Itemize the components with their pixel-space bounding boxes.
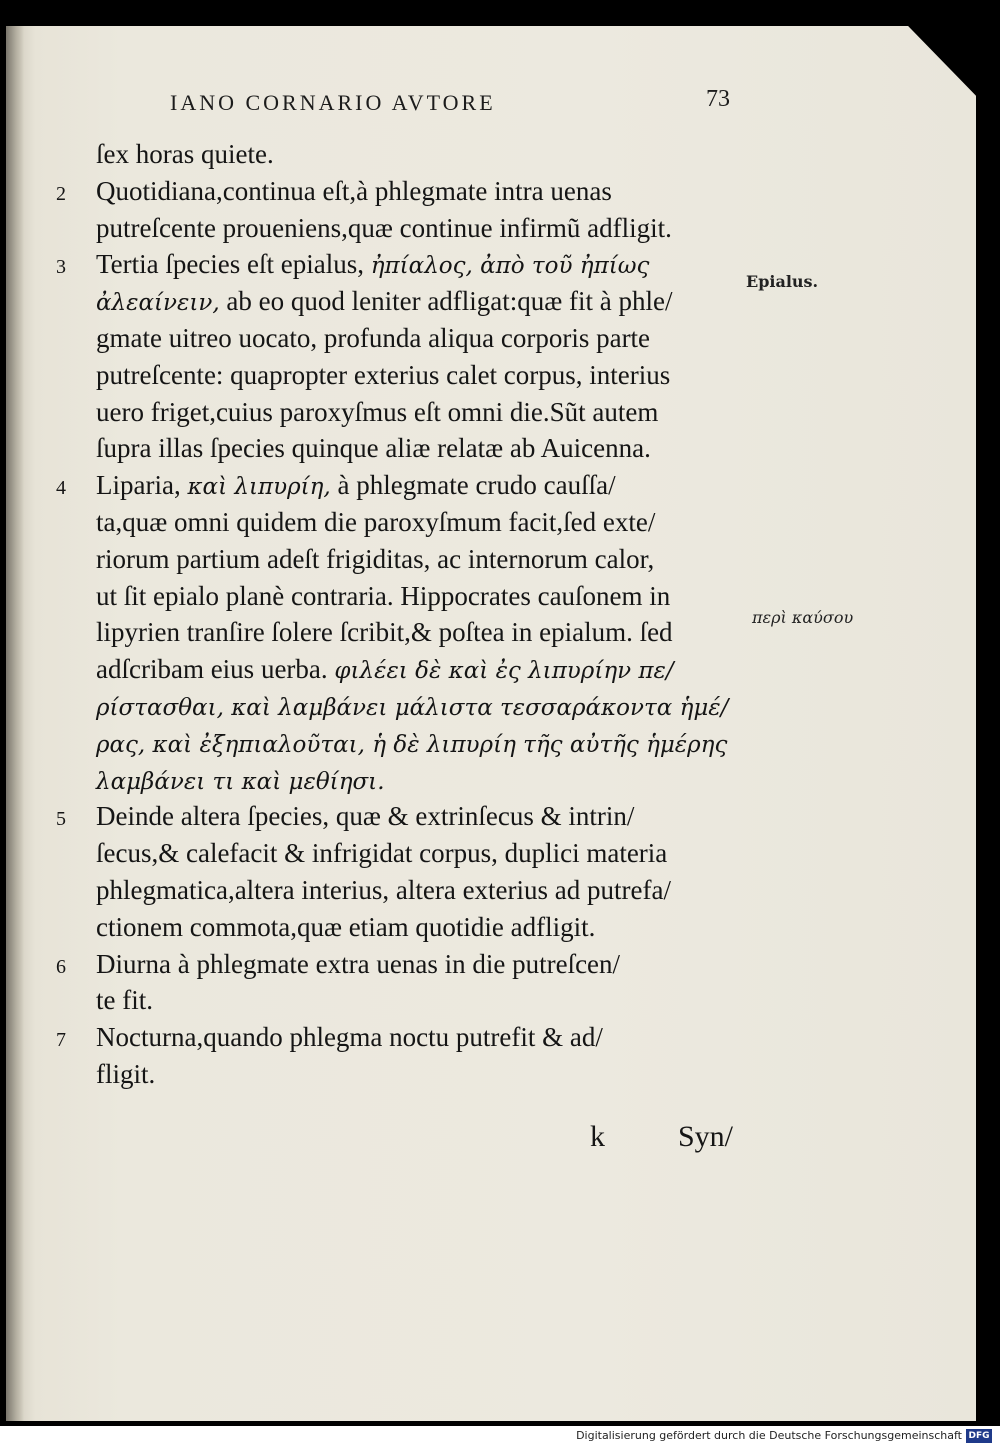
text-line: [56, 541, 746, 578]
text-line: [56, 283, 746, 320]
text-line: [56, 798, 746, 835]
paragraph-number: 6: [56, 955, 66, 978]
text-line: [56, 357, 746, 394]
gutter-shadow: [6, 26, 24, 1421]
dfg-logo-icon: DFG: [966, 1429, 992, 1443]
latin-text: Liparia,: [96, 470, 188, 501]
latin-text: fligit.: [96, 1058, 156, 1089]
body-text: [56, 136, 746, 1093]
greek-text: καὶ λιπυρίη,: [187, 474, 331, 501]
marginal-note-epialus: Epialus.: [746, 272, 819, 291]
latin-text: adſcribam eius uerba.: [96, 654, 335, 685]
latin-text: ut ſit epialo planè contraria. Hippocrates cauſonem in: [96, 580, 671, 611]
latin-text: ctionem commota,quæ etiam quotidie adfligit.: [96, 911, 596, 942]
catchword: Syn/: [678, 1120, 734, 1153]
marginal-note-greek: περὶ καύσου: [752, 608, 854, 627]
text-line: [56, 394, 746, 431]
greek-text: φιλέει δὲ καὶ ἐς λιπυρίην πε/: [334, 658, 674, 685]
text-line: [56, 872, 746, 909]
text-line: [56, 504, 746, 541]
latin-text: lipyrien tranſire ſolere ſcribit,& poſtea in epialum. ſed: [96, 617, 673, 648]
latin-text: phlegmatica,altera interius, altera exterius ad putrefa/: [96, 874, 671, 905]
text-line: [56, 725, 746, 762]
greek-text: ἀλεαίνειν,: [96, 290, 220, 317]
latin-text: te fit.: [96, 985, 153, 1016]
paragraph-number: 3: [56, 256, 66, 279]
latin-text: Nocturna,quando phlegma noctu putrefit & ad/: [96, 1022, 603, 1053]
paragraph-number: 5: [56, 808, 66, 831]
text-line: [56, 946, 746, 983]
text-line: [56, 467, 746, 504]
text-line: [56, 835, 746, 872]
footer-bar: [0, 1426, 1000, 1448]
paragraph-number: 7: [56, 1029, 66, 1052]
text-line: [56, 246, 746, 283]
text-line: [56, 909, 746, 946]
latin-text: Quotidiana,continua eſt,à phlegmate intra uenas: [96, 175, 612, 206]
text-line: [56, 578, 746, 615]
greek-text: ἠπίαλος, ἀπὸ τοῦ ἠπίως: [370, 253, 650, 280]
text-line: [56, 320, 746, 357]
latin-text: ſecus,& calefacit & infrigidat corpus, duplici materia: [96, 838, 668, 869]
latin-text: gmate uitreo uocato, profunda aliqua corporis parte: [96, 322, 651, 353]
text-line: [56, 1019, 746, 1056]
text-line: [56, 982, 746, 1019]
latin-text: Diurna à phlegmate extra uenas in die putreſcen/: [96, 948, 621, 979]
text-line: [56, 614, 746, 651]
text-line: [56, 430, 746, 467]
latin-text: ab eo quod leniter adfligat:quæ fit à phle/: [219, 286, 673, 317]
latin-text: ſex horas quiete.: [96, 139, 274, 169]
latin-text: ſupra illas ſpecies quinque aliæ relatæ ab Auicenna.: [96, 433, 651, 464]
latin-text: putreſcente proueniens,quæ continue infirmũ adfligit.: [96, 212, 672, 243]
latin-text: Deinde altera ſpecies, quæ & extrinſecus & intrin/: [96, 801, 635, 832]
latin-text: putreſcente: quapropter exterius calet corpus, interius: [96, 359, 671, 390]
text-line: [56, 1056, 746, 1093]
latin-text: ta,quæ omni quidem die paroxyſmum facit,ſed exte/: [96, 506, 656, 537]
text-line: [56, 210, 746, 247]
signature-mark: k: [590, 1120, 605, 1153]
page-number: 73: [706, 86, 730, 112]
latin-text: à phlegmate crudo cauſſa/: [330, 470, 616, 501]
footer-credit: Digitalisierung gefördert durch die Deutsche Forschungsgemeinschaft: [576, 1429, 962, 1442]
running-head: IANO CORNARIO AVTORE: [170, 90, 496, 115]
paragraph-number: 4: [56, 477, 66, 500]
latin-text: Tertia ſpecies eſt epialus,: [96, 249, 371, 280]
text-line: [56, 762, 746, 799]
text-line: [56, 136, 746, 173]
latin-text: uero friget,cuius paroxyſmus eſt omni die.Sũt autem: [96, 396, 659, 427]
greek-text: ρας, καὶ ἐξηπιαλοῦται, ἡ δὲ λιπυρίη τῆς αὐτῆς ἡμέρης: [96, 731, 728, 758]
greek-text: λαμβάνει τι καὶ μεθίησι.: [96, 768, 385, 795]
latin-text: riorum partium adeſt frigiditas, ac internorum calor,: [96, 543, 655, 574]
paragraph-number: 2: [56, 182, 66, 205]
text-line: [56, 173, 746, 210]
greek-text: ρίστασθαι, καὶ λαμβάνει μάλιστα τεσσαράκοντα ἡμέ/: [96, 694, 729, 721]
text-line: [56, 688, 746, 725]
text-line: [56, 651, 746, 688]
